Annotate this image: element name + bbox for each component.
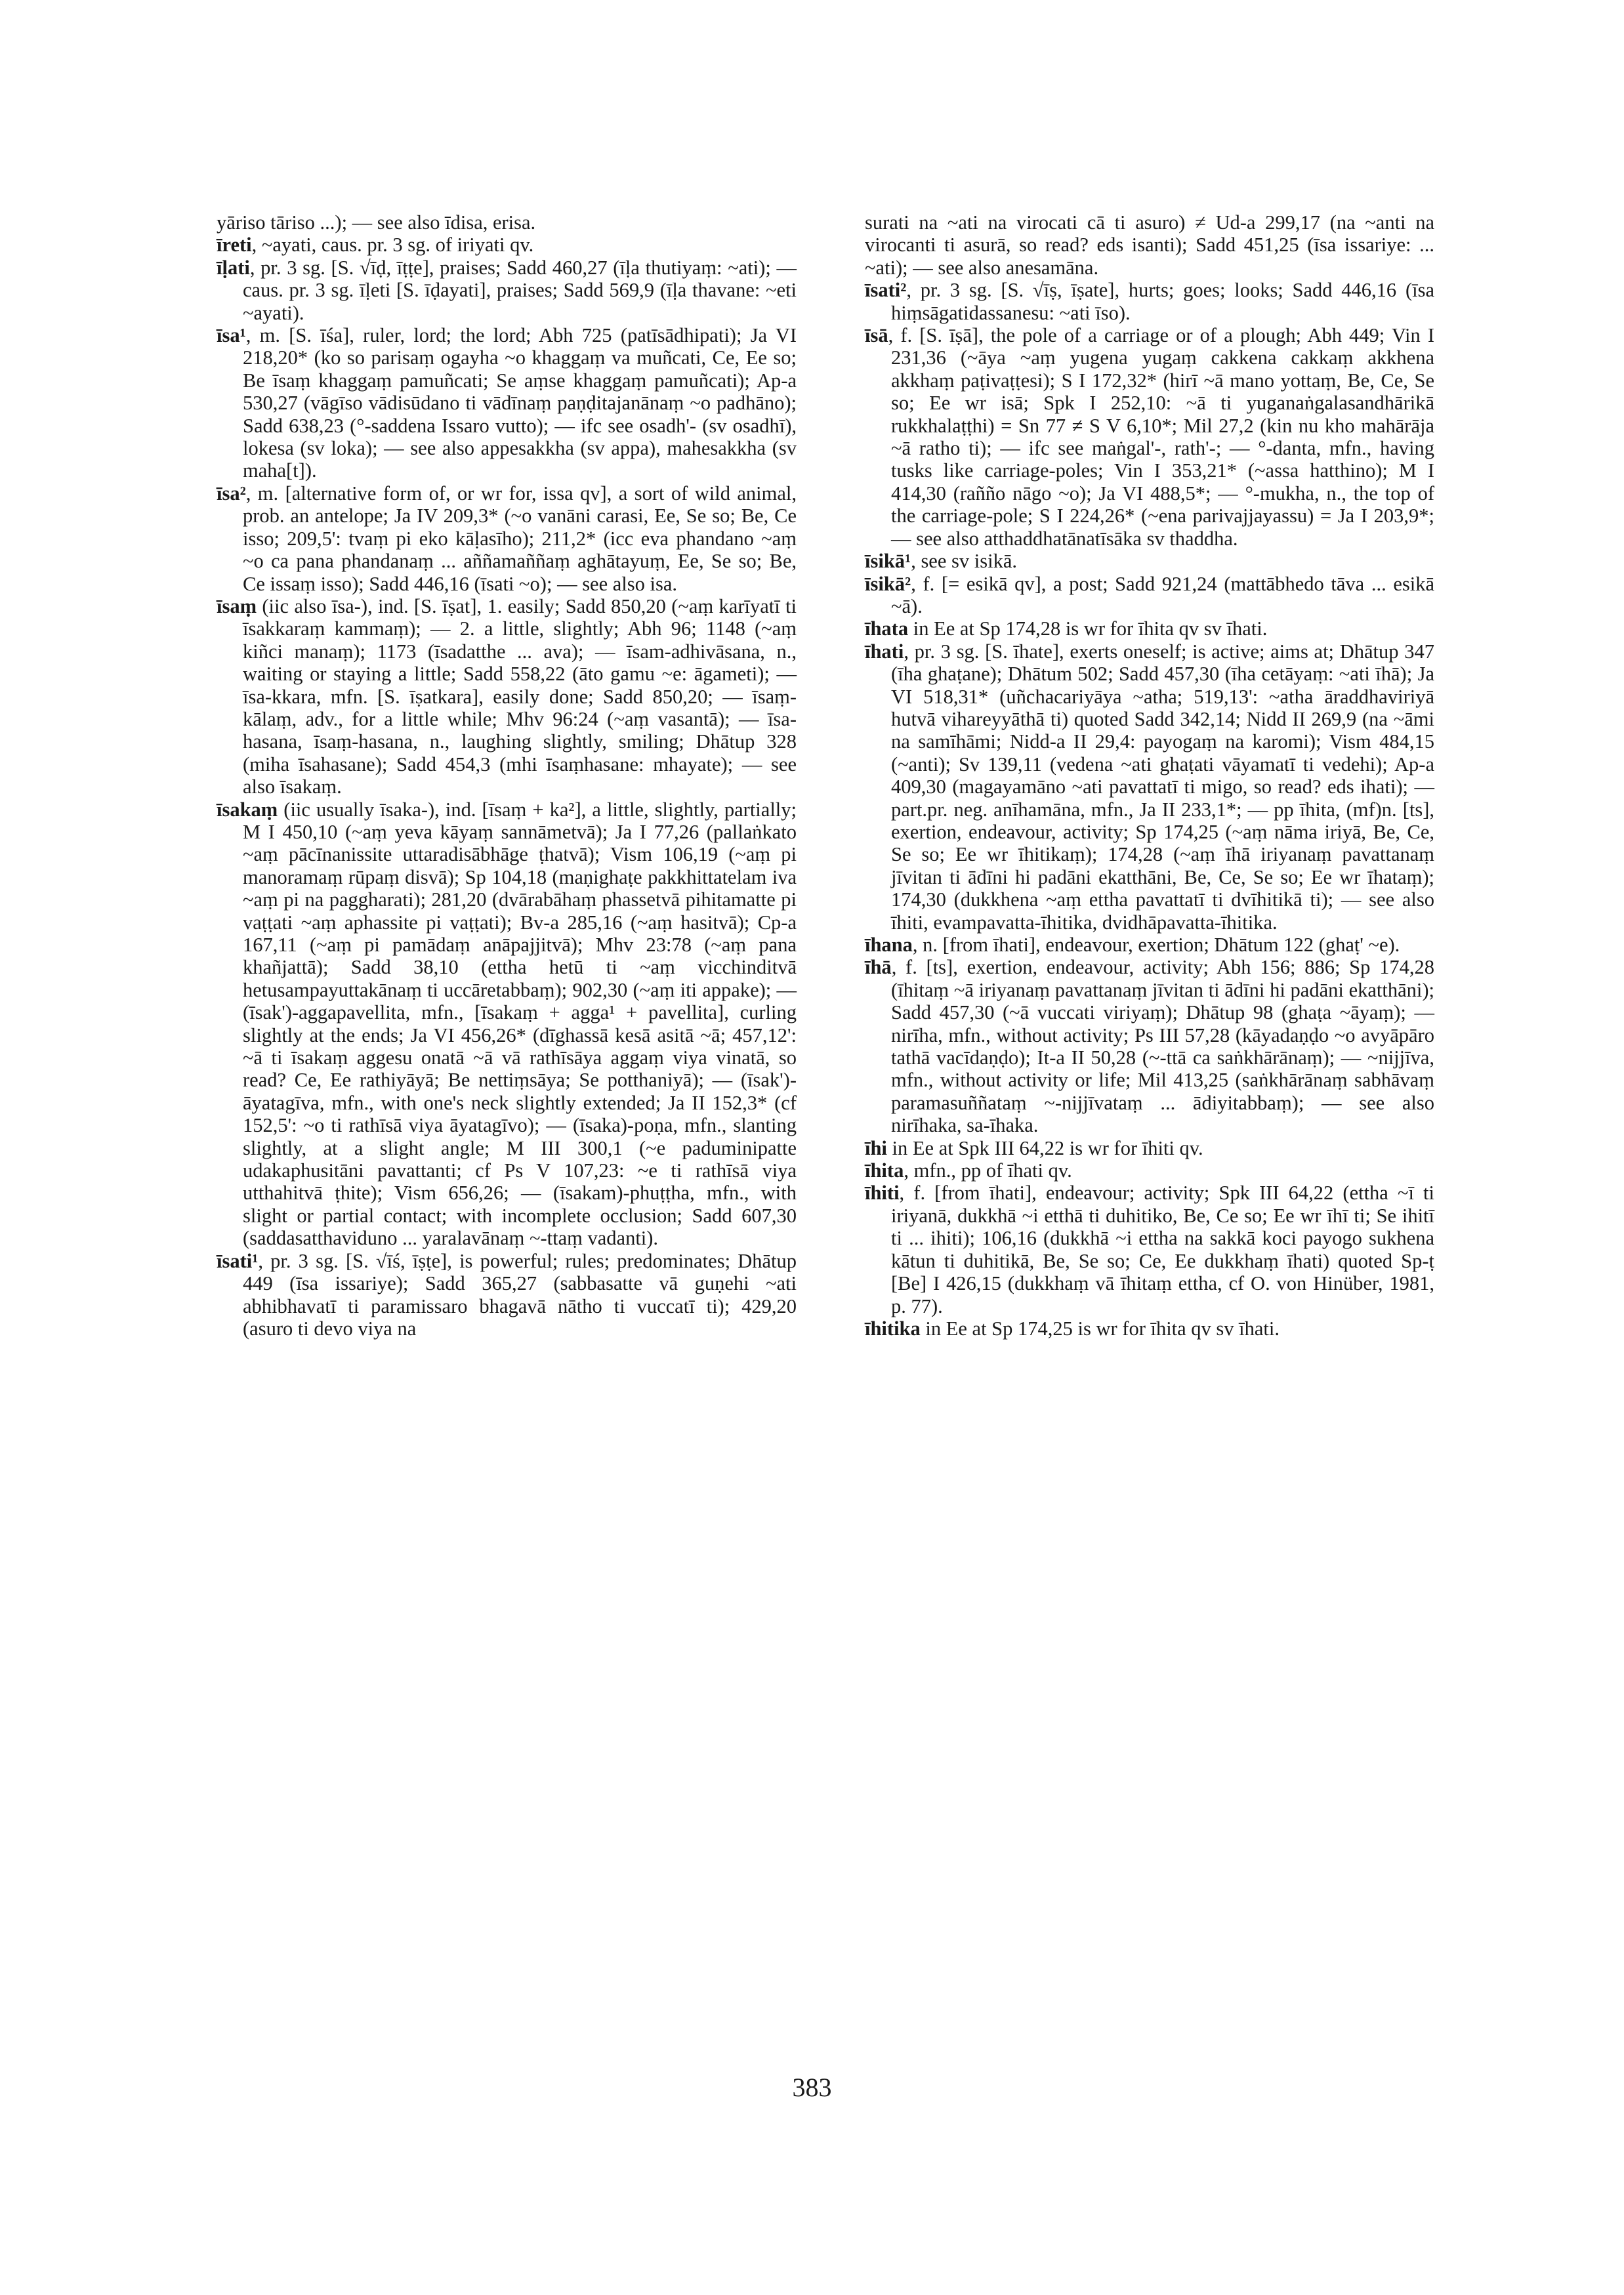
headword: īhā [865,956,892,979]
dictionary-entry [217,1250,797,1340]
entry-body: , pr. 3 sg. [S. √īṣ, īṣate], hurts; goes; looks; Sadd 446,16 (īsa hiṃsāgatidassanesu: ~ati īso). [891,279,1434,324]
entry-body: , f. [from īhati], endeavour; activity; Spk III 64,22 (ettha ~ī ti iriyanā, dukkhā ~i etthā ti duhitiko, Be, Ce so; Ee wr īhī ti; Se ihitī ti ... ihiti); 106,16 (dukkhā ~i ettha na sakkā koci payogo sukhena kātun ti duhitikā, Be, Se so; Ce, Ee dukkhaṃ īhati) quoted Sp-ṭ [Be] I 426,15 (dukkhaṃ vā īhitaṃ ettha, cf O. von Hinüber, 1981, p. 77). [891,1182,1434,1317]
entry-body: , m. [alternative form of, or wr for, issa qv], a sort of wild animal, prob. an antelope; Ja IV 209,3* (~o vanāni carasi, Ee, Se so; Be, Ce isso; 209,5': tvaṃ pi eko kāḷasīho); 211,2* (icc eva phandano ~aṃ ~o ca pana phandanaṃ ... aññamaññaṃ aghātayuṃ, Ee, Se so; Be, Ce issaṃ isso); Sadd 446,16 (īsati ~o); — see also isa. [243,482,797,595]
entry-body: , pr. 3 sg. [S. īhate], exerts oneself; is active; aims at; Dhātup 347 (īha ghaṭane); Dhātum 502; Sadd 457,30 (īha cetāyaṃ: ~ati īhā); Ja VI 518,31* (uñchacariyāya ~atha; 519,13': ~atha āraddhaviriyā hutvā vihareyyāthā ti) quoted Sadd 342,14; Nidd II 269,9 (na ~āmi na samīhāmi; Nidd-a II 29,4: payogaṃ na karomi); Vism 484,15 (~anti); Sv 139,11 (vedena ~ati ghaṭati vāyamatī ti vedehi); Ap-a 409,30 (magayamāno ~ati pavattatī ti migo, so read? eds ihati); — part.pr. neg. anīhamāna, mfn., Ja II 233,1*; — pp īhita, (mf)n. [ts], exertion, endeavour, activity; Sp 174,25 (~aṃ nāma iriyā, Be, Ce, Se so; Ee wr īhitikaṃ); 174,28 (~aṃ īhā iriyanaṃ pavattanaṃ jīvitan ti ādīni hi padāni ekatthāni, Be, Ce, Se so; Ee wr īhataṃ); 174,30 (dukkhena ~aṃ ettha pavattatī ti dvīhitikā ti); — see also īhiti, evampavatta-īhitika, dvidhāpavatta-īhitika. [891,640,1434,934]
headword: īreti [217,234,252,257]
dictionary-entry [865,1159,1434,1182]
headword: īsati² [865,279,907,302]
headword: īsā [865,324,888,347]
headword: īḷati [217,256,250,279]
entry-body: in Ee at Spk III 64,22 is wr for īhiti qv. [886,1136,1203,1159]
entry-body: , pr. 3 sg. [S. √īś, īṣṭe], is powerful; rules; predominates; Dhātup 449 (īsa issariye); Sadd 365,27 (sabbasatte vā guṇehi ~ati abhibhavatī ti paramissaro bhagavā nātho ti vuccatī ti); 429,20 (asuro ti devo viya na [243,1249,797,1340]
headword: īsikā² [865,572,911,595]
left-column [217,211,797,1340]
dictionary-entry [217,234,797,256]
headword: īsikā¹ [865,550,911,573]
dictionary-entry [865,934,1434,956]
entry-body: , f. [S. īṣā], the pole of a carriage or of a plough; Abh 449; Vin I 231,36 (~āya ~aṃ yugena yugaṃ cakkena cakkaṃ akkhena akkhaṃ paṭivaṭṭesi); S I 172,32* (hirī ~ā mano yottaṃ, Be, Ce, Se so; Ee wr isā; Spk I 252,10: ~ā ti yuganaṅgalasandhārikā rukkhalaṭṭhi) = Sn 77 ≠ S V 6,10*; Mil 27,2 (kin nu kho mahārāja ~ā ratho ti); — ifc see maṅgal'-, rath'-; — °-danta, mfn., having tusks like carriage-poles; Vin I 353,21* (~assa hatthino); M I 414,30 (rañño nāgo ~o); Ja VI 488,5*; — °-mukha, n., the top of the carriage-pole; S I 224,26* (~ena parivajjayassu) = Ja I 203,9*; — see also atthaddhatānatīsāka sv thaddha. [888,324,1434,550]
page-number: 383 [792,2073,832,2102]
headword: īhita [865,1159,904,1182]
headword: īhiti [865,1182,900,1205]
headword: īsati¹ [217,1249,259,1272]
dictionary-entry [865,550,1434,572]
entry-body: , f. [ts], exertion, endeavour, activity; Abh 156; 886; Sp 174,28 (īhitaṃ ~ā iriyanaṃ pavattanaṃ jīvitan ti ādīni hi padāni ekatthāni); Sadd 457,30 (~ā vuccati viriyaṃ); Dhātup 98 (ghaṭa ~āyaṃ); — nirīha, mfn., without activity; Ps III 57,28 (kāyadaṇḍo ~o avyāpāro tathā vacīdaṇḍo); It-a II 50,28 (~-ttā ca saṅkhārānaṃ); — ~nijjīva, mfn., without activity or life; Mil 413,25 (saṅkhārānaṃ sabhāvaṃ paramasuññataṃ ~-nijjīvataṃ ... ādiyitabbaṃ); — see also nirīhaka, sa-īhaka. [891,956,1434,1137]
dictionary-entry [217,798,797,1250]
dictionary-entry [865,1137,1434,1159]
headword: īhi [865,1136,887,1159]
headword: īsaṃ [217,594,257,617]
entry-body: (iic usually īsaka-), ind. [īsaṃ + ka²], a little, slightly, partially; M I 450,10 (~aṃ yeva kāyaṃ sannāmetvā); Ja I 77,26 (pallaṅkato ~aṃ pācīnanissite uttaradisābhāge ṭhatvā); Vism 106,19 (~aṃ pi manoramaṃ rūpaṃ disvā); Sp 104,18 (maṇighaṭe pakkhittatelam iva ~aṃ pi na paggharati); 281,20 (dvārabāhaṃ phassetvā pihitamatte pi vaṭṭati ~aṃ aphassite pi vaṭṭati); Bv-a 285,16 (~aṃ hasitvā); Cp-a 167,11 (~aṃ pi pamādaṃ anāpajjitvā); Mhv 23:78 (~aṃ pana khañjattā); Sadd 38,10 (ettha hetū ti ~aṃ vicchinditvā hetusampayuttakānaṃ ti uccāretabbaṃ); 902,30 (~aṃ iti appake); — (īsak')-aggapavellita, mfn., [īsakaṃ + agga¹ + pavellita], curling slightly at the ends; Ja VI 456,26* (dīghassā kesā asitā ~ā; 457,12': ~ā ti īsakaṃ aggesu onatā ~ā vā rathīsāya aggaṃ viya vinatā, so read? Ce, Ee rathiyāyā; Be nettiṃsāya; Se potthaniyā); — (īsak')-āyatagīva, mfn., with one's neck slightly extended; Ja II 152,3* (cf 152,5': ~o ti rathīsā viya āyatagīvo); — (īsaka)-poṇa, mfn., slanting slightly, at a slight angle; M III 300,1 (~e paduminipatte udakaphusitāni pavattanti; cf Ps V 107,23: ~e ti rathīsā viya utthahitvā ṭhite); Vism 656,26; — (īsakam)-phuṭṭha, mfn., with slight or partial contact; with incomplete occlusion; Sadd 607,30 (saddasatthaviduno ... yaralavānaṃ ~-ttaṃ vadanti). [243,798,797,1250]
dictionary-entry [217,257,797,324]
dictionary-entry [865,1182,1434,1317]
entry-body: in Ee at Sp 174,25 is wr for īhita qv sv īhati. [920,1317,1280,1340]
entry-body: in Ee at Sp 174,28 is wr for īhita qv sv īhati. [908,617,1268,640]
dictionary-entry [865,324,1434,550]
dictionary-entry [865,573,1434,618]
continuation-text: yāriso tāriso ...); — see also īdisa, erisa. [217,211,536,234]
headword: īsa¹ [217,324,246,347]
entry-body: , pr. 3 sg. [S. √īḍ, īṭṭe], praises; Sadd 460,27 (īḷa thutiyaṃ: ~ati); — caus. pr. 3 sg. īḷeti [S. īḍayati], praises; Sadd 569,9 (īḷa thavane: ~eti ~ayati). [243,256,797,324]
entry-body: (iic also īsa-), ind. [S. īṣat], 1. easily; Sadd 850,20 (~aṃ karīyatī ti īsakkaraṃ kammaṃ); — 2. a little, slightly; Abh 96; 1148 (~aṃ kiñci manaṃ); 1173 (īsadatthe ... ava); — īsam-adhivāsana, n., waiting or staying a little; Sadd 558,22 (āto gamu ~e: āgameti); — īsa-kkara, mfn. [S. īṣatkara], easily done; Sadd 850,20; — īsaṃ-kālaṃ, adv., for a little while; Mhv 96:24 (~aṃ vasantā); — īsa-hasana, īsaṃ-hasana, n., laughing slightly, smiling; Dhātup 328 (miha īsahasane); Sadd 454,3 (mhi īsaṃhasane: mhayate); — see also īsakaṃ. [243,594,797,798]
dictionary-entry [865,1317,1434,1340]
right-column [865,211,1434,1340]
headword: īhata [865,617,909,640]
entry-body: , n. [from īhati], endeavour, exertion; Dhātum 122 (ghaṭ' ~e). [912,934,1400,956]
headword: īsa² [217,482,246,505]
dictionary-entry [865,617,1434,640]
dictionary-entry [217,595,797,798]
entry-body: , ~ayati, caus. pr. 3 sg. of iriyati qv. [251,234,534,257]
headword: īhitika [865,1317,921,1340]
dictionary-entry [865,956,1434,1136]
entry-body: , f. [= esikā qv], a post; Sadd 921,24 (mattābhedo tāva ... esikā ~ā). [891,572,1434,617]
entry-body: , m. [S. īśa], ruler, lord; the lord; Abh 725 (patīsādhipati); Ja VI 218,20* (ko so parisaṃ ogayha ~o khaggaṃ va muñcati, Ce, Ee so; Be īsaṃ khaggaṃ pamuñcati; Se aṃse khaggaṃ pamuñcati); Ap-a 530,27 (vāgīso vādisūdano ti vādīnaṃ paṇḍitajanānaṃ ~o padhāno); Sadd 638,23 (°-saddena Issaro vutto); — ifc see osadh'- (sv osadhī), lokesa (sv loka); — see also appesakkha (sv appa), mahesakkha (sv maha[t]). [243,324,797,482]
headword: īhati [865,640,904,663]
headword: īsakaṃ [217,798,278,821]
entry-body: , mfn., pp of īhati qv. [904,1159,1072,1182]
dictionary-entry [865,640,1434,934]
entry-body: , see sv isikā. [911,550,1017,573]
dictionary-entry [217,482,797,595]
headword: īhana [865,934,913,956]
dictionary-entry [865,279,1434,324]
dictionary-entry [217,324,797,482]
continuation-text: surati na ~ati na virocati cā ti asuro) ≠ Ud-a 299,17 (na ~anti na virocanti ti asurā, so read? eds isanti); Sadd 451,25 (īsa issariye: ... ~ati); — see also anesamāna. [865,211,1434,279]
